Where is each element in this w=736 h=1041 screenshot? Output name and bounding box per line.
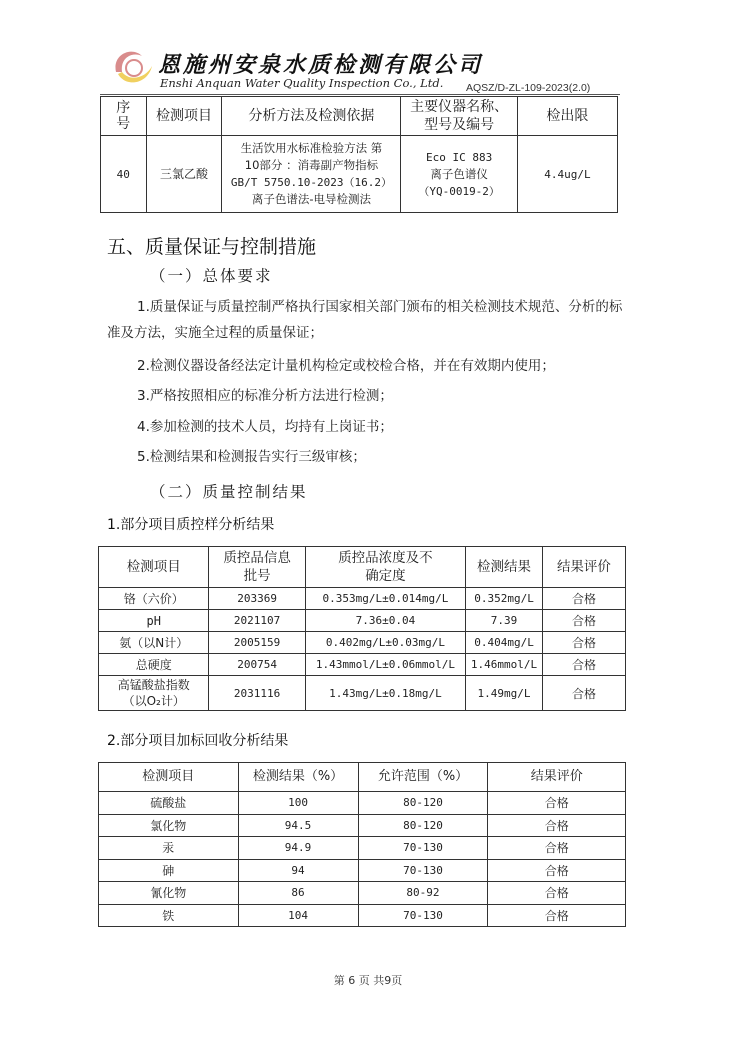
header-cell: 结果评价 <box>542 547 625 588</box>
header-cell: 结果评价 <box>488 763 626 792</box>
cell-range: 80-120 <box>358 792 488 815</box>
header-cell-method <box>222 97 401 136</box>
paragraph-2: 2.检测仪器设备经法定计量机构检定或校检合格，并在有效期内使用； <box>137 358 555 374</box>
cell-result: 94.9 <box>238 837 358 860</box>
table-row <box>99 676 626 711</box>
cell-item: 铁 <box>99 904 239 927</box>
qc-table <box>98 546 626 711</box>
cell-item: 总硬度 <box>99 654 209 676</box>
cell-item: 汞 <box>99 837 239 860</box>
cell-item: pH <box>99 610 209 632</box>
header-cell: 检测结果 <box>466 547 543 588</box>
table-row <box>99 837 626 860</box>
row-instrument <box>401 136 517 213</box>
method-line: GB/T 5750.10-2023（16.2） <box>230 176 392 189</box>
recovery-table <box>98 762 626 927</box>
cell-item: 氰化物 <box>99 882 239 905</box>
header-divider <box>100 94 620 95</box>
table-header-row <box>101 97 618 136</box>
cell-lot: 2005159 <box>209 632 305 654</box>
header-cell-no <box>101 97 147 136</box>
cell-result: 86 <box>238 882 358 905</box>
row-limit: 4.4ug/L <box>517 136 617 213</box>
cell-range: 80-92 <box>358 882 488 905</box>
cell-conc: 0.402mg/L±0.03mg/L <box>305 632 465 654</box>
cell-result: 0.352mg/L <box>466 588 543 610</box>
cell-conc: 1.43mg/L±0.18mg/L <box>305 676 465 711</box>
header-label: 质控品浓度及不确定度 <box>338 550 433 584</box>
cell-item: 氨（以N计） <box>99 632 209 654</box>
cell-result: 94.5 <box>238 814 358 837</box>
header-cell: 允许范围（%） <box>358 763 488 792</box>
method-line: 10部分 ：消毒副产物指标 <box>244 158 379 172</box>
cell-range: 70-130 <box>358 837 488 860</box>
header-cell <box>305 547 465 588</box>
header-label: 序号 <box>116 99 131 132</box>
cell-conc: 7.36±0.04 <box>305 610 465 632</box>
row-item: 三氯乙酸 <box>146 136 222 213</box>
table-header-row <box>99 547 626 588</box>
header-cell-instrument <box>401 97 517 136</box>
cell-conc: 1.43mmol/L±0.06mmol/L <box>305 654 465 676</box>
instrument-line: 离子色谱仪 <box>430 166 488 181</box>
cell-eval: 合格 <box>488 882 626 905</box>
cell-eval: 合格 <box>488 859 626 882</box>
cell-eval: 合格 <box>542 632 625 654</box>
table-row <box>99 610 626 632</box>
cell-item: 硫酸盐 <box>99 792 239 815</box>
table-row <box>99 904 626 927</box>
company-logo-icon <box>108 44 158 90</box>
page-number: 第 6 页 共9页 <box>333 974 403 987</box>
cell-eval: 合格 <box>488 792 626 815</box>
cell-result: 0.404mg/L <box>466 632 543 654</box>
header-label: 主要仪器名称、型号及编号 <box>410 99 509 133</box>
cell-conc: 0.353mg/L±0.014mg/L <box>305 588 465 610</box>
method-table <box>100 96 618 213</box>
row-method <box>222 136 401 213</box>
table-row <box>99 654 626 676</box>
cell-eval: 合格 <box>488 904 626 927</box>
cell-result: 104 <box>238 904 358 927</box>
row-no: 40 <box>101 136 147 213</box>
header-label: 检出限 <box>546 108 589 124</box>
recovery-table-heading: 2.部分项目加标回收分析结果 <box>107 733 289 749</box>
cell-eval: 合格 <box>488 814 626 837</box>
table-row <box>99 814 626 837</box>
cell-eval: 合格 <box>488 837 626 860</box>
table-header-row <box>99 763 626 792</box>
document-code: AQSZ/D-ZL-109-2023(2.0) <box>466 82 591 94</box>
table-row <box>99 859 626 882</box>
cell-item-label: 高锰酸盐指数（以O₂计） <box>117 678 190 708</box>
cell-eval: 合格 <box>542 654 625 676</box>
cell-result: 1.49mg/L <box>466 676 543 711</box>
cell-eval: 合格 <box>542 588 625 610</box>
paragraph-5: 5.检测结果和检测报告实行三级审核； <box>137 449 366 465</box>
paragraph-3: 3.严格按照相应的标准分析方法进行检测； <box>137 388 393 404</box>
header-cell: 检测项目 <box>99 763 239 792</box>
header-label: 检测项目 <box>155 108 212 124</box>
cell-result: 7.39 <box>466 610 543 632</box>
cell-range: 70-130 <box>358 859 488 882</box>
subsection-title-general: （一）总体要求 <box>150 267 273 285</box>
header-cell: 检测结果（%） <box>238 763 358 792</box>
cell-item: 铬（六价） <box>99 588 209 610</box>
subsection-title-results: （二）质量控制结果 <box>150 483 308 501</box>
table-row <box>101 136 618 213</box>
section-title: 五、质量保证与控制措施 <box>107 236 317 258</box>
qc-table-heading: 1.部分项目质控样分析结果 <box>107 517 275 533</box>
table-row <box>99 792 626 815</box>
header-label: 质控品信息批号 <box>223 550 291 584</box>
header-cell: 检测项目 <box>99 547 209 588</box>
cell-item: 砷 <box>99 859 239 882</box>
header-cell <box>209 547 305 588</box>
cell-lot: 200754 <box>209 654 305 676</box>
table-row <box>99 882 626 905</box>
cell-eval: 合格 <box>542 610 625 632</box>
instrument-line: Eco IC 883 <box>426 150 493 164</box>
cell-result: 100 <box>238 792 358 815</box>
paragraph-4: 4.参加检测的技术人员，均持有上岗证书； <box>137 419 393 435</box>
table-row <box>99 632 626 654</box>
header-label: 分析方法及检测依据 <box>248 108 375 124</box>
method-line: 离子色谱法-电导检测法 <box>251 192 371 206</box>
cell-range: 70-130 <box>358 904 488 927</box>
cell-lot: 2031116 <box>209 676 305 711</box>
method-line: 生活饮用水标准检验方法 第 <box>240 141 383 155</box>
header-cell-limit <box>517 97 617 136</box>
table-row <box>99 588 626 610</box>
paragraph-1: 1.质量保证与质量控制严格执行国家相关部门颁布的相关检测技术规范、分析的标准及方法，实施全过程的质量保证； <box>107 299 623 341</box>
cell-lot: 2021107 <box>209 610 305 632</box>
cell-range: 80-120 <box>358 814 488 837</box>
company-name-cn: 恩施州安泉水质检测有限公司 <box>158 52 484 78</box>
company-name-en: Enshi Anquan Water Quality Inspection Co., Ltd. <box>160 76 444 90</box>
cell-result: 1.46mmol/L <box>466 654 543 676</box>
cell-lot: 203369 <box>209 588 305 610</box>
header-cell-item <box>146 97 222 136</box>
cell-item <box>99 676 209 711</box>
cell-eval: 合格 <box>542 676 625 711</box>
cell-item: 氯化物 <box>99 814 239 837</box>
instrument-line: （YQ-0019-2） <box>418 184 500 198</box>
cell-result: 94 <box>238 859 358 882</box>
